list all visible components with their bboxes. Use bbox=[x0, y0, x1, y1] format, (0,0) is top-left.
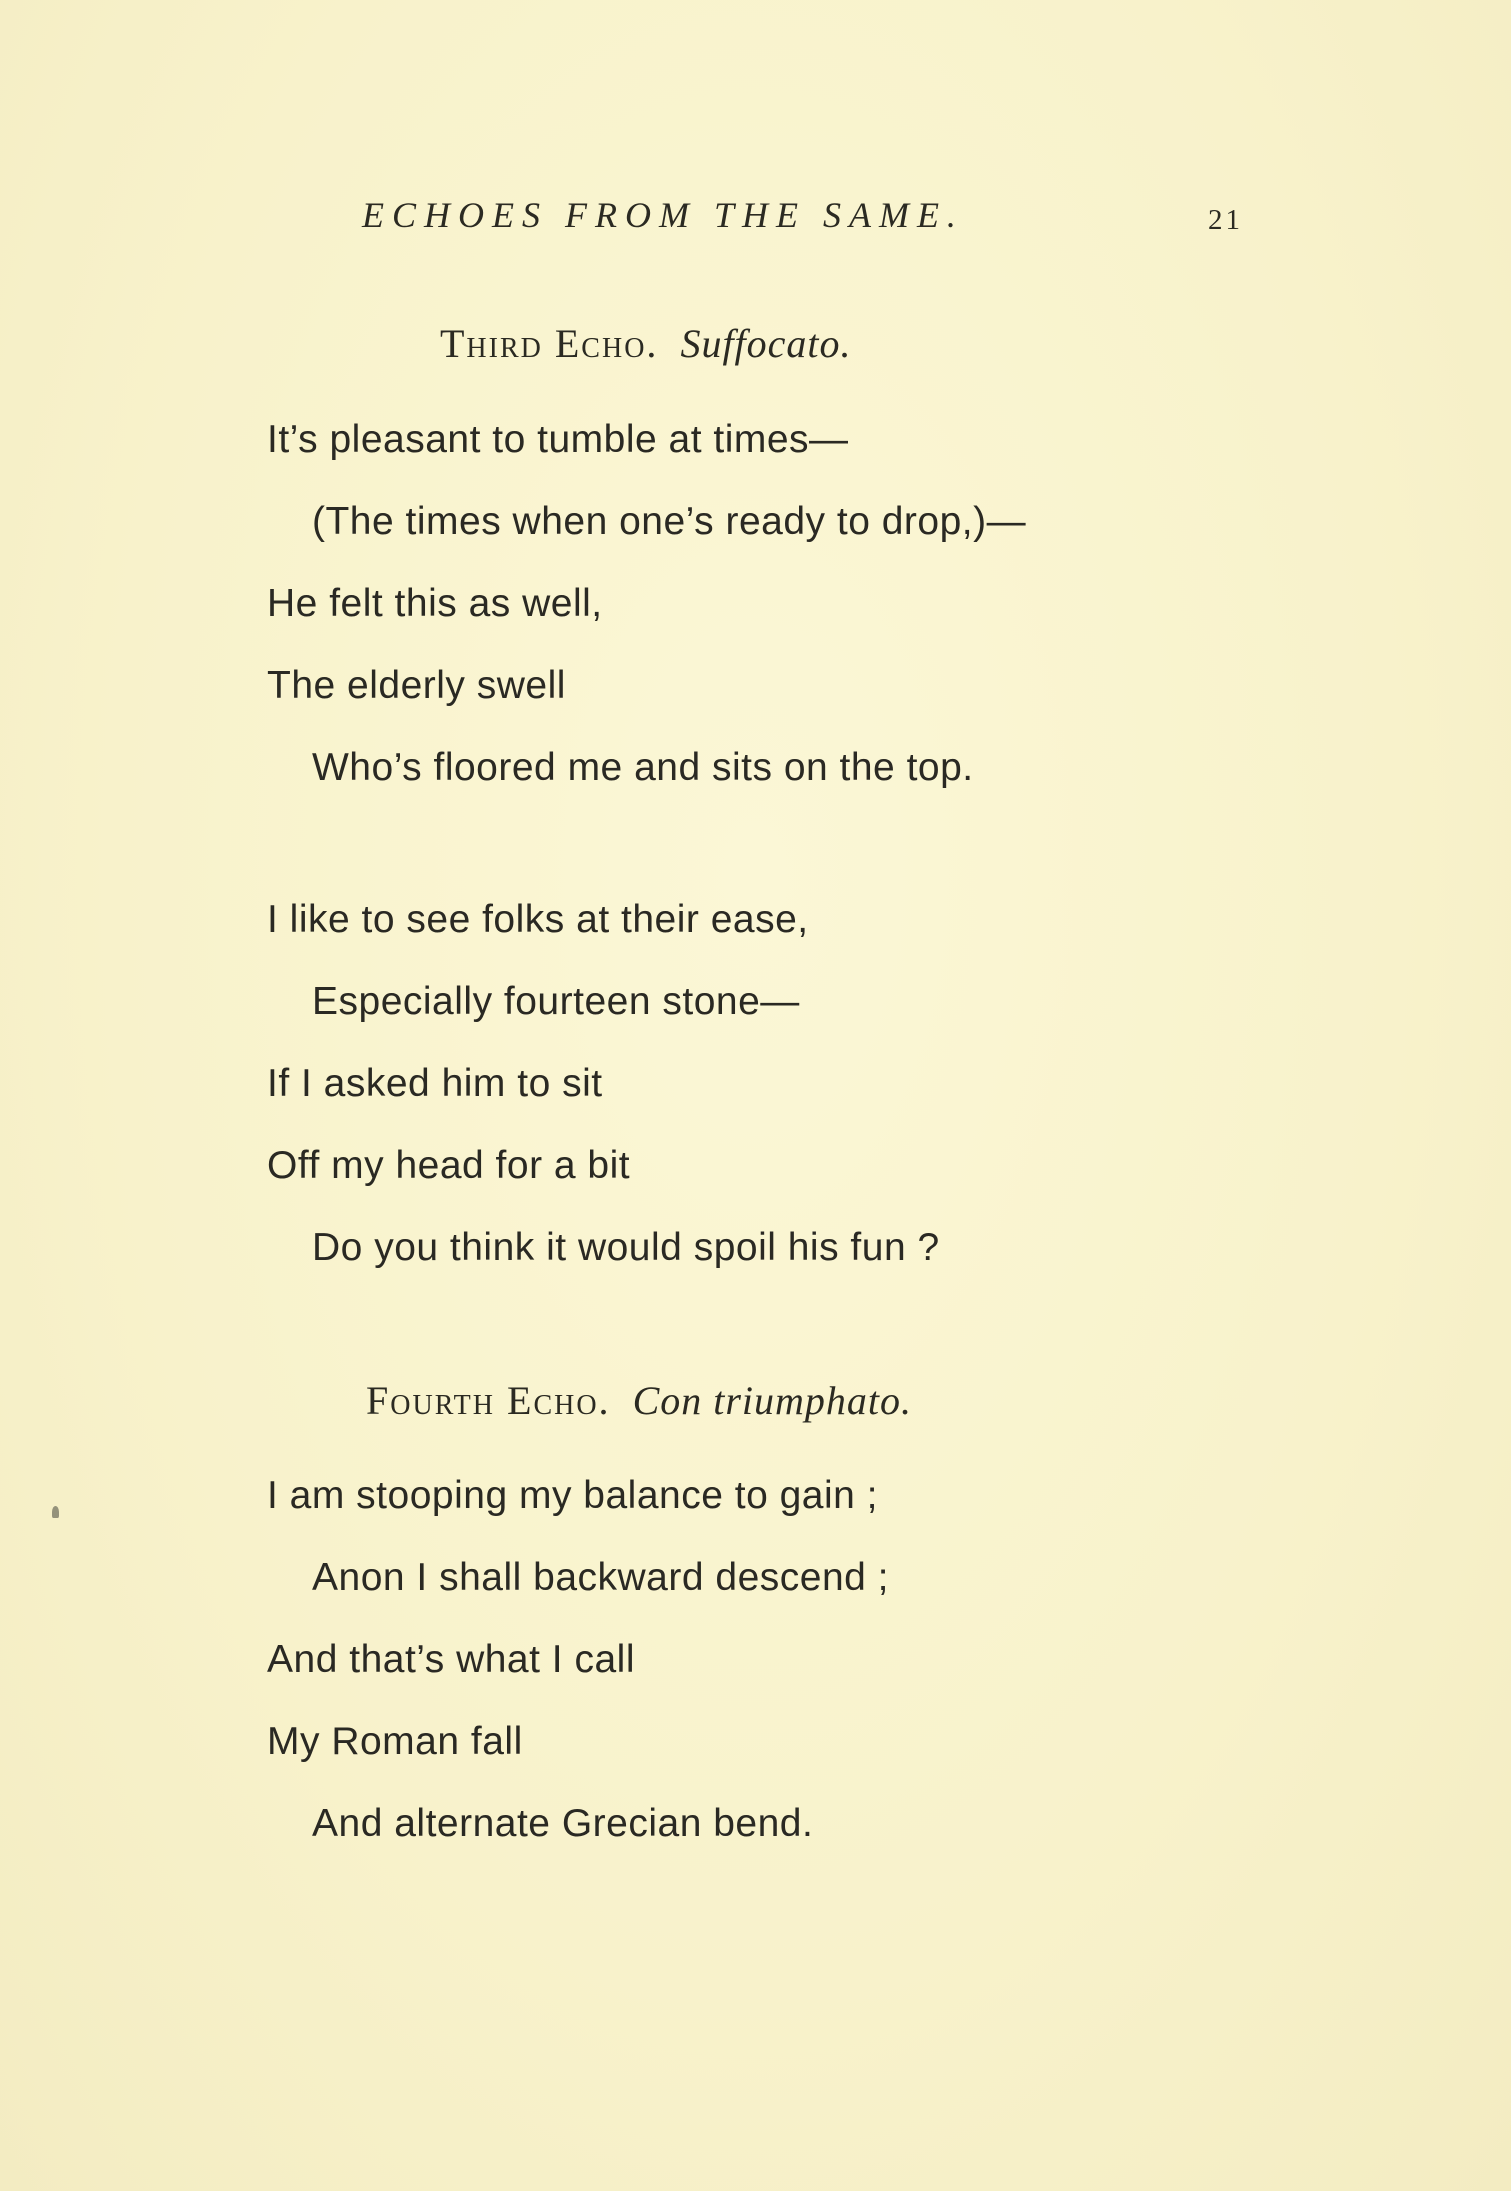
page-number: 21 bbox=[1208, 204, 1243, 236]
verse-line: He felt this as well, bbox=[267, 582, 603, 625]
ink-speck-mark bbox=[52, 1506, 59, 1518]
verse-line: And that’s what I call bbox=[267, 1638, 635, 1681]
verse-line: Who’s floored me and sits on the top. bbox=[312, 746, 974, 789]
verse-line: (The times when one’s ready to drop,)— bbox=[312, 500, 1027, 543]
verse-line: I like to see folks at their ease, bbox=[267, 898, 809, 941]
section-tempo: Con triumphato. bbox=[632, 1378, 913, 1423]
verse-line: If I asked him to sit bbox=[267, 1062, 603, 1105]
verse-line: My Roman fall bbox=[267, 1720, 523, 1763]
verse-line: The elderly swell bbox=[267, 664, 566, 707]
verse-line: It’s pleasant to tumble at times— bbox=[267, 418, 849, 461]
section-heading-fourth-echo bbox=[366, 1377, 912, 1424]
verse-line: Do you think it would spoil his fun ? bbox=[312, 1226, 940, 1269]
verse-line: Especially fourteen stone— bbox=[312, 980, 800, 1023]
verse-line: Anon I shall backward descend ; bbox=[312, 1556, 890, 1599]
section-heading-third-echo bbox=[440, 320, 852, 367]
section-tempo: Suffocato. bbox=[680, 321, 852, 366]
verse-line: I am stooping my balance to gain ; bbox=[267, 1474, 879, 1517]
running-head: ECHOES FROM THE SAME. bbox=[362, 195, 964, 235]
section-title: Fourth Echo. bbox=[366, 1378, 611, 1423]
verse-line: And alternate Grecian bend. bbox=[312, 1802, 814, 1845]
verse-line: Off my head for a bit bbox=[267, 1144, 631, 1187]
section-title: Third Echo. bbox=[440, 321, 659, 366]
